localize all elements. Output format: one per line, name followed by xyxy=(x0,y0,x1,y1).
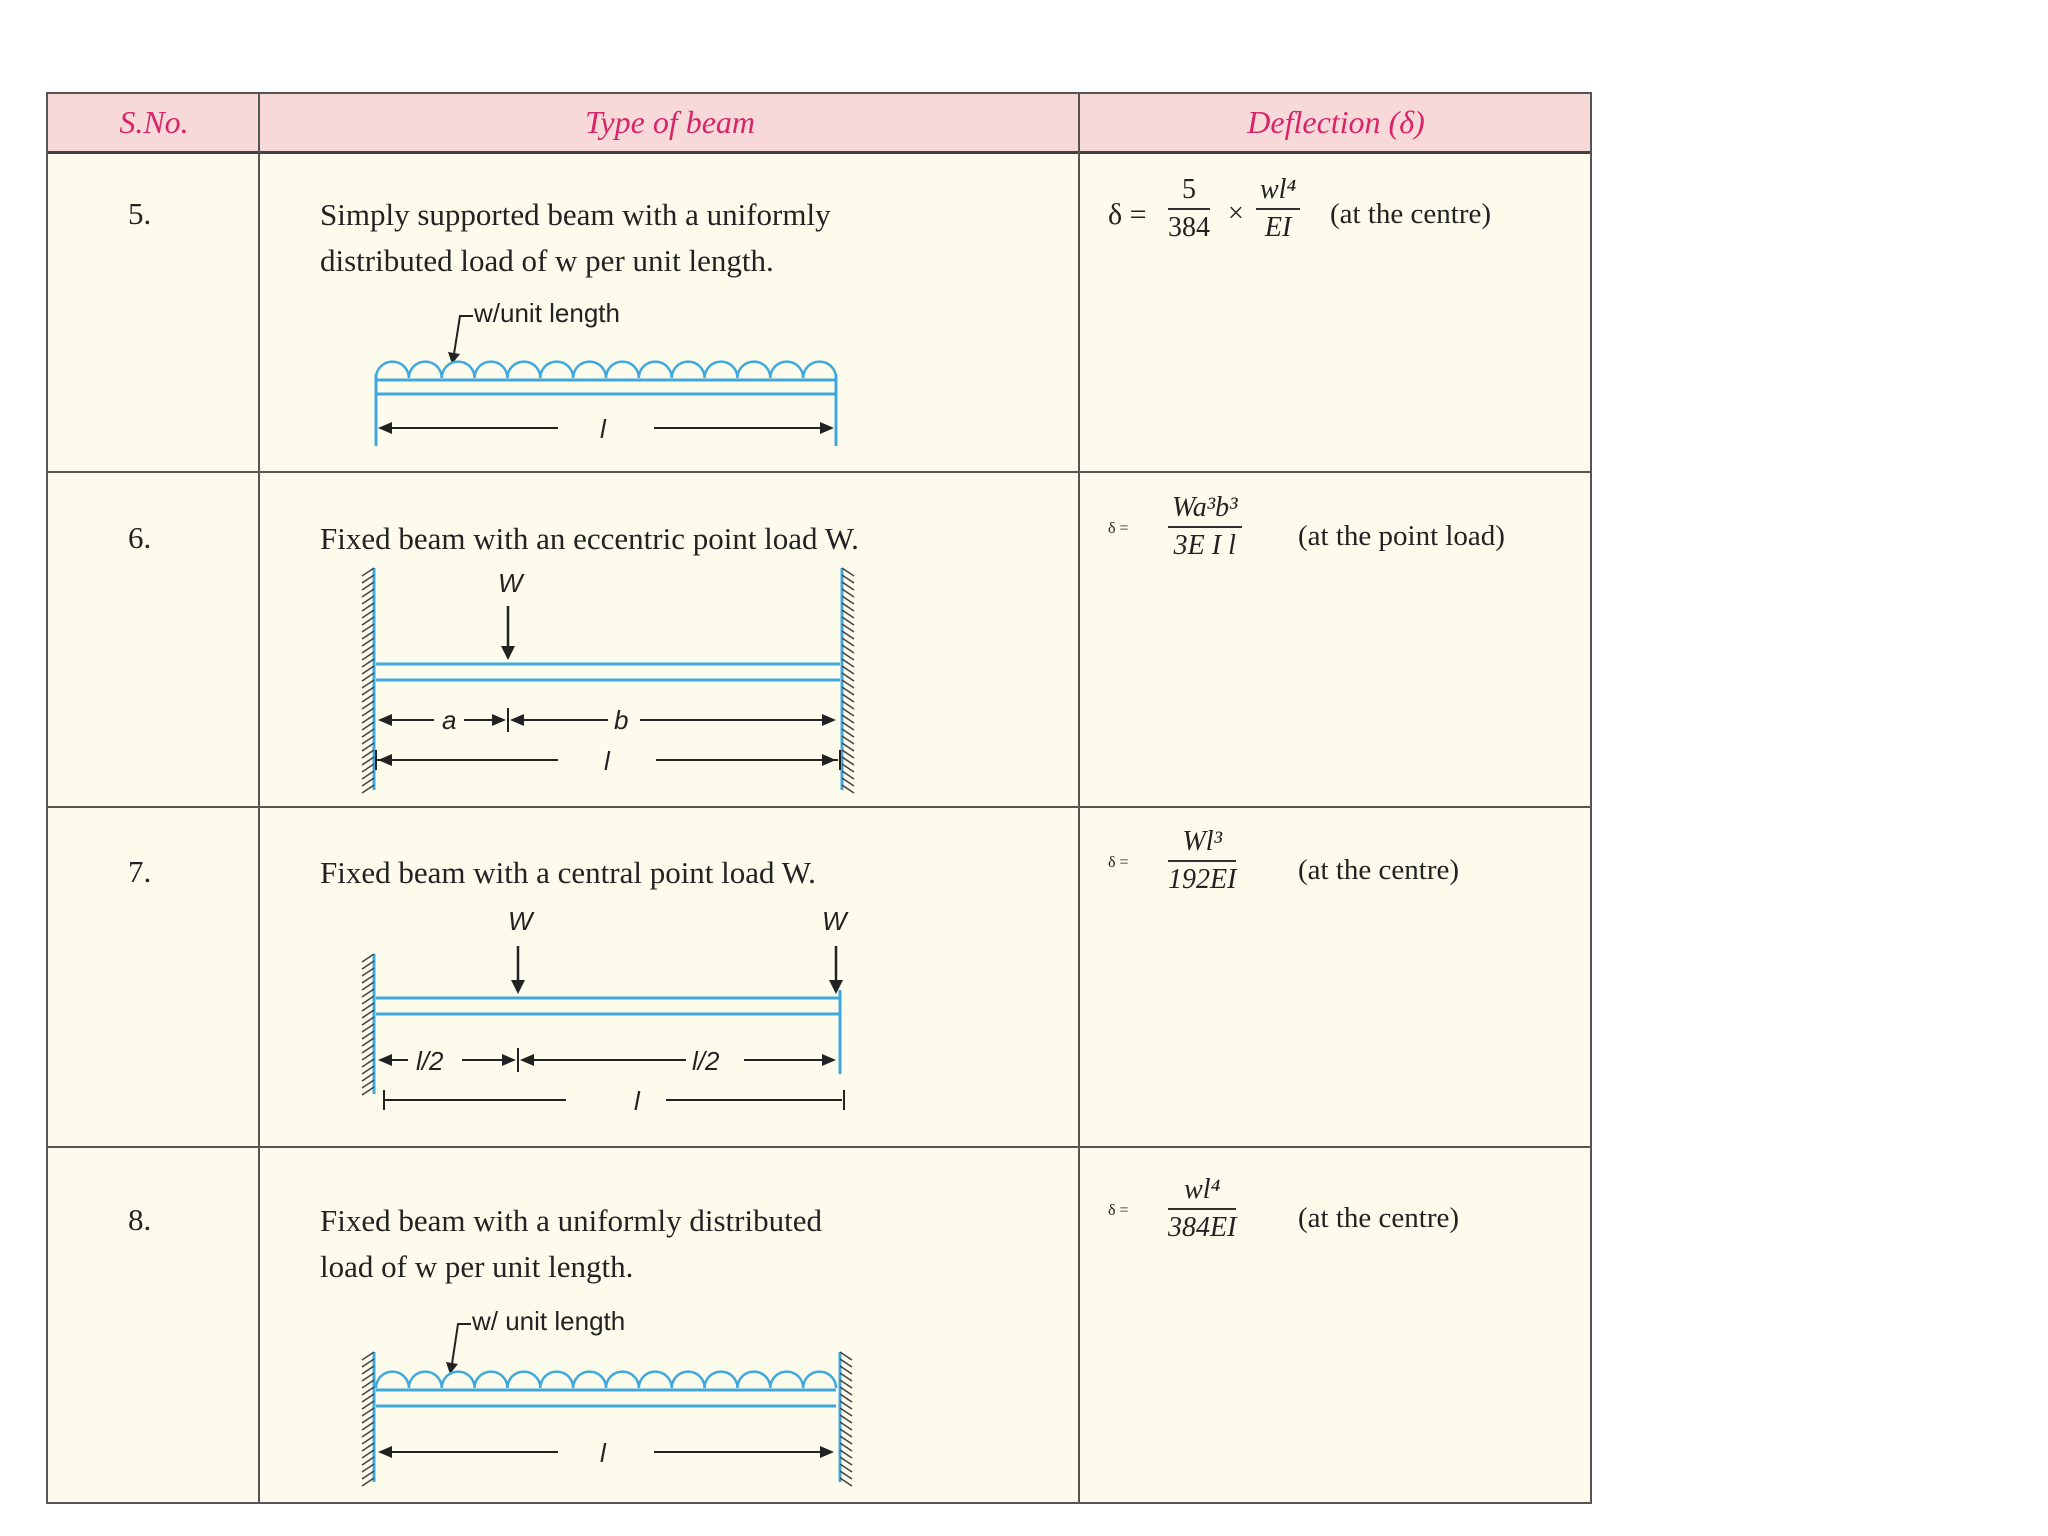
fixed-beam-udl-diagram xyxy=(348,1302,868,1492)
load-label: W xyxy=(508,906,533,936)
fraction: $\frac{\text{wl⁴}}{EI}$ xyxy=(1256,172,1300,246)
span-label: l xyxy=(600,414,606,444)
header-sno: S.No. xyxy=(119,104,189,140)
fraction: $\frac{\text{wl⁴}}{384EI}$ xyxy=(1168,1174,1237,1243)
table-header xyxy=(48,94,1590,154)
formula-delta: δ = xyxy=(1108,854,1129,871)
header-deflection: Deflection (δ) xyxy=(1247,104,1425,140)
description-line: Fixed beam with an eccentric point load W. xyxy=(320,521,859,556)
distributed-load-icon xyxy=(376,362,836,378)
load-label: w/ unit length xyxy=(472,1306,626,1336)
span-label: l xyxy=(600,1438,606,1468)
dimension-label: l/2 xyxy=(416,1046,444,1076)
beam-description xyxy=(320,192,940,284)
header-type-of-beam: Type of beam xyxy=(584,104,756,140)
row-number: 6. xyxy=(128,520,152,555)
fraction: $\frac{\text{Wa³b³}}{\text{3E I l}}$ xyxy=(1168,490,1242,564)
column-divider xyxy=(1078,94,1080,1502)
fixed-beam-eccentric-load-diagram xyxy=(348,560,868,796)
fixed-beam-central-load-diagram xyxy=(348,894,868,1134)
description-line: Simply supported beam with a uniformly xyxy=(320,197,831,232)
beam-description xyxy=(320,1198,940,1290)
load-label: w/unit length xyxy=(474,298,620,328)
formula-note: (at the centre) xyxy=(1298,854,1460,886)
description-line: load of w per unit length. xyxy=(320,1249,634,1284)
formula-note: (at the centre) xyxy=(1330,198,1492,230)
fixed-support-icon xyxy=(362,954,374,1095)
row-divider xyxy=(48,471,1590,473)
row-divider xyxy=(48,806,1590,808)
description-line: distributed load of w per unit length. xyxy=(320,243,774,278)
fixed-support-icon xyxy=(362,568,374,793)
span-label: l xyxy=(634,1086,640,1116)
beam-description xyxy=(320,516,1020,562)
load-label: W xyxy=(822,906,847,936)
formula-delta: δ = xyxy=(1108,520,1129,537)
dimension-label: b xyxy=(614,705,629,735)
row-number: 8. xyxy=(128,1202,152,1237)
formula-note: (at the point load) xyxy=(1298,520,1505,552)
description-line: Fixed beam with a uniformly distributed xyxy=(320,1203,822,1238)
formula-note: (at the centre) xyxy=(1298,1202,1460,1234)
fixed-support-icon xyxy=(842,568,854,793)
times-sign: × xyxy=(1228,198,1244,229)
span-label: l xyxy=(604,746,610,776)
fixed-support-icon xyxy=(362,1352,374,1486)
row-number: 7. xyxy=(128,854,152,889)
formula-delta: δ = xyxy=(1108,1202,1129,1219)
dimension-label: a xyxy=(442,705,457,735)
beam-description xyxy=(320,850,1020,896)
column-divider xyxy=(258,94,260,1502)
distributed-load-icon xyxy=(376,1372,836,1388)
row-number: 5. xyxy=(128,196,152,231)
fraction: $\frac{5}{384}$ xyxy=(1168,174,1210,243)
fixed-support-icon xyxy=(840,1352,852,1486)
formula-delta: δ = xyxy=(1108,198,1147,231)
simply-supported-udl-diagram xyxy=(348,294,868,464)
load-label: W xyxy=(498,568,523,598)
row-divider xyxy=(48,1146,1590,1148)
fraction: $\frac{\text{Wl³}}{192EI}$ xyxy=(1168,826,1237,895)
beam-deflection-table xyxy=(46,92,1592,1504)
description-line: Fixed beam with a central point load W. xyxy=(320,855,816,890)
dimension-label: l/2 xyxy=(692,1046,720,1076)
